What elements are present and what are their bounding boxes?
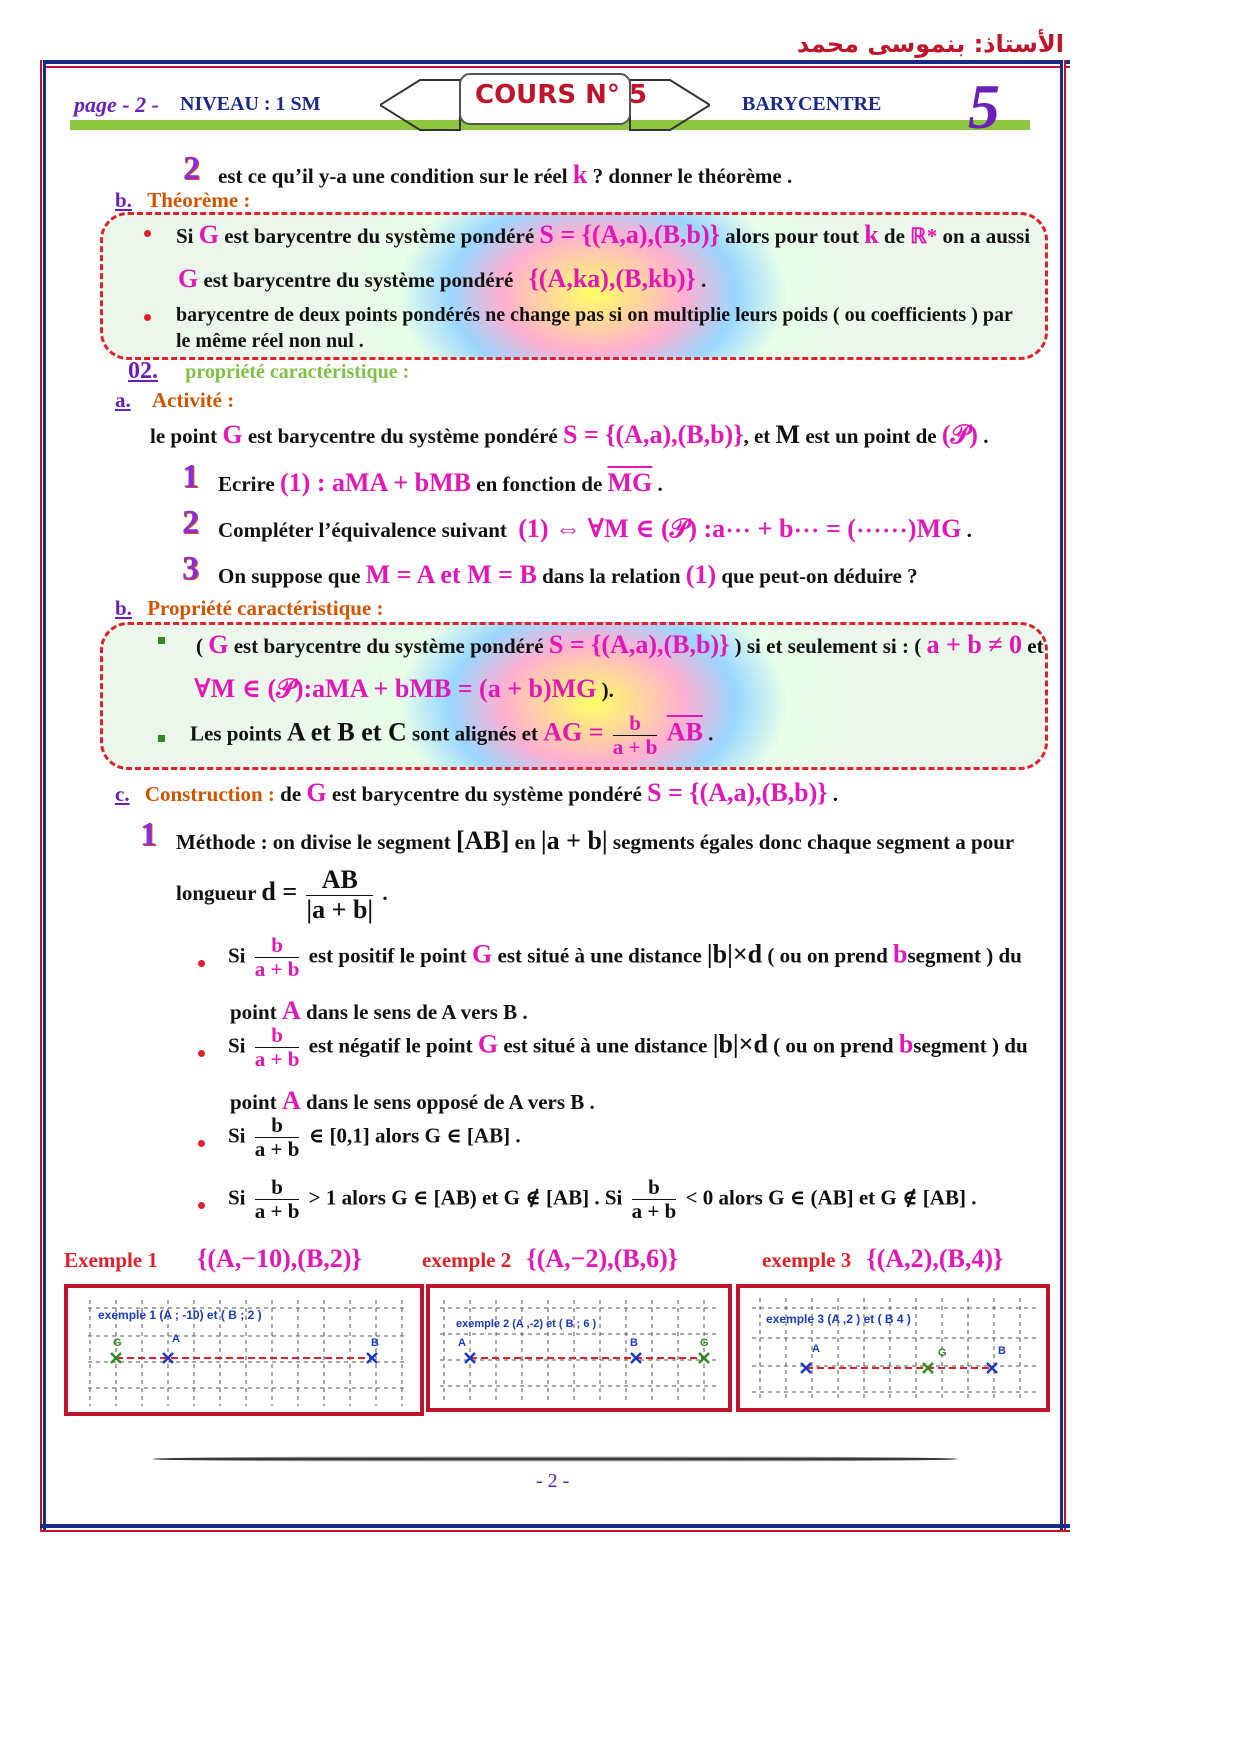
prop-p2-end: . (708, 721, 714, 746)
act-intro-P: (𝒫) (941, 420, 978, 449)
example-2-label (422, 1244, 678, 1274)
cons-c4 (228, 1176, 976, 1223)
cons-long-a: longueur (176, 880, 257, 905)
ex1-system: {(A,−10),(B,2)} (197, 1244, 362, 1273)
svg-text:B: B (630, 1337, 638, 1349)
footer-page-number: - 2 - (536, 1470, 570, 1492)
c1-e: segment ) du (907, 943, 1022, 968)
c1-si: Si (228, 943, 246, 968)
c2l2-a: point (230, 1090, 277, 1114)
act-i1-eq: (1) : aMA + bMB (280, 468, 472, 497)
subject-title: BARYCENTRE (742, 93, 882, 115)
cons-a: de (280, 782, 302, 806)
c2-bb: b (898, 1029, 914, 1059)
c3-frac (255, 1114, 300, 1161)
page-label-text: page - 2 - (74, 92, 159, 117)
ex2-point-B (630, 1337, 641, 1363)
prop-p1-line2 (194, 674, 614, 705)
act-intro-c: , et (743, 424, 771, 448)
theoreme-b2-l1: barycentre de deux points pondérés ne change pas si on multiplie leurs poids ( ou coefficients ) par (176, 304, 1013, 326)
example-3-label (762, 1244, 1003, 1274)
act-intro-M: M (775, 420, 801, 449)
svg-text:B: B (371, 1337, 379, 1349)
prop-p1-S: S = {(A,a),(B,b)} (548, 630, 730, 659)
prop-p1-cond: a + b ≠ 0 (926, 630, 1023, 659)
svg-text:A: A (172, 1333, 180, 1345)
cons-m-c: segments égales donc chaque segment a pour (612, 830, 1015, 854)
svg-text:G: G (938, 1347, 947, 1359)
ex3-point-B (987, 1345, 1006, 1373)
ex2-label: exemple 2 (422, 1248, 512, 1272)
construction-heading (115, 778, 838, 808)
t-b1-e: on a aussi (942, 224, 1031, 248)
act-i2-a: Compléter l’équivalence suivant (218, 518, 507, 542)
c2-a: est négatif (308, 1033, 401, 1058)
cons-c2 (228, 1024, 1028, 1071)
cons-b: est barycentre du système pondéré (331, 782, 642, 806)
c1l2-a: point (230, 1000, 277, 1024)
ex1-label: Exemple 1 (64, 1248, 158, 1272)
activite-label: a. (115, 388, 131, 412)
prop-bullet-1 (158, 637, 165, 644)
example-3-grid (740, 1288, 1046, 1408)
act-intro-b: est barycentre du système pondéré (247, 424, 558, 448)
c2-frac (255, 1024, 300, 1071)
activite-title: Activité : (152, 388, 235, 412)
cons-long-d: d = (261, 876, 298, 906)
c1-a: est positif (308, 943, 395, 968)
cons-bullet-4 (198, 1202, 205, 1209)
prop-p1-c: ) si et seulement si : ( (734, 634, 922, 658)
niveau-label: NIVEAU : 1 SM (180, 93, 321, 115)
c2l2-b: dans le sens opposé de A vers B . (305, 1090, 595, 1114)
t-b1-S: S = {(A,a),(B,b)} (539, 220, 720, 249)
c4-frac-2 (632, 1176, 677, 1223)
c4-b: < 0 alors G ∈ (AB] et G ∉ [AB] . (685, 1185, 977, 1210)
q2-text-a: est ce qu’il y-a une condition sur le réel (218, 164, 568, 188)
act-i3-c: que peut-on déduire ? (721, 564, 918, 588)
c4-den: a + b (254, 1199, 300, 1224)
footer-rule (152, 1456, 958, 1462)
cons-method-num: 1 (140, 816, 157, 853)
sec02-num: 02. (128, 358, 158, 384)
cons-m-b: en (514, 830, 536, 854)
c1-den: a + b (254, 957, 300, 982)
example-1-grid (68, 1288, 420, 1412)
c1-d: ( ou on prend (767, 943, 888, 968)
act-i3-num: 3 (182, 550, 199, 587)
header-top-rule-red (40, 66, 1070, 68)
act-i3-b: dans la relation (542, 564, 681, 588)
act-intro-d: est un point de (805, 424, 937, 448)
c3-den: a + b (254, 1137, 300, 1162)
c2-si: Si (228, 1033, 246, 1058)
cons-bullet-1 (198, 960, 205, 967)
act-i3-eq: M = A et M = B (365, 560, 537, 589)
cons-G: G (306, 778, 327, 807)
prop-p1l2-eq: ∀M ∈ (𝒫):aMA + bMB = (a + b)MG (194, 674, 597, 703)
act-i3-a: On suppose que (218, 564, 361, 588)
q2-k: k (572, 160, 588, 189)
act-i1-MG: $\overline{MG}$ (607, 468, 653, 497)
act-intro-end: . (983, 424, 989, 448)
c1l2-b: dans le sens de A vers B . (305, 1000, 528, 1024)
t-b1l2-S: {(A,ka),(B,kb)} (528, 264, 696, 293)
theoreme-bullet-1 (144, 230, 151, 237)
ex3-point-G (923, 1347, 947, 1373)
ex3-system: {(A,2),(B,4)} (866, 1244, 1004, 1273)
cons-long-frac (306, 866, 373, 924)
ex2-point-A (458, 1337, 475, 1363)
c2-dist: |b|×d (712, 1029, 768, 1059)
example-2-grid (430, 1288, 728, 1408)
c1-G: G (472, 939, 493, 969)
theoreme-b2-l2: le même réel non nul . (176, 330, 364, 352)
prop-p1-G: G (208, 630, 229, 659)
prop-p2 (190, 712, 713, 759)
svg-text:G: G (113, 1337, 122, 1349)
theoreme-b1-line2 (178, 264, 706, 294)
cons-S: S = {(A,a),(B,b)} (647, 778, 828, 807)
ex1-caption: exemple 1 (A ; -10) et ( B ; 2 ) (98, 1308, 262, 1322)
svg-text:A: A (812, 1343, 820, 1355)
activite-heading (115, 388, 234, 413)
ex2-caption: exemple 2 (A ,-2) et ( B ; 6 ) (456, 1318, 597, 1330)
c1-bb: b (893, 939, 908, 969)
t-b1l2-G: G (178, 264, 199, 293)
q2-number: 2 (183, 150, 200, 187)
act-i2-end: . (966, 518, 972, 542)
bottom-border-red (40, 1530, 1070, 1532)
right-border (1060, 60, 1066, 1530)
c4-a: > 1 alors G ∈ [AB) et G ∉ [AB] . Si (308, 1185, 623, 1210)
t-b1-b: est barycentre du système pondéré (224, 224, 535, 248)
c4-frac (255, 1176, 300, 1223)
cons-longueur (176, 866, 388, 924)
theoreme-bullet-2 (144, 314, 151, 321)
act-intro-S: S = {(A,a),(B,b)} (562, 420, 744, 449)
t-b1l2-a: est barycentre du système pondéré (203, 268, 514, 292)
theoreme-label: b. (115, 188, 132, 212)
svg-text:G: G (700, 1337, 709, 1349)
prop-p1-b: est barycentre du système pondéré (233, 634, 544, 658)
prop-p2-b: sont alignés et (411, 721, 538, 746)
t-b1-d: de (883, 224, 905, 248)
q2-text-b: ? donner le théorème . (592, 164, 793, 188)
prop-p2-num: b (613, 712, 658, 736)
act-i2-num: 2 (182, 504, 199, 541)
c2-den: a + b (254, 1047, 300, 1072)
cons-method (176, 826, 1014, 856)
act-i1-num: 1 (182, 458, 199, 495)
cons-m-seg: [AB] (455, 826, 510, 855)
q2-line (218, 160, 792, 190)
ex3-label: exemple 3 (762, 1248, 852, 1272)
author-name: الأستاذ: بنموسى محمد (796, 30, 1064, 58)
c1l2-A: A (281, 996, 301, 1025)
prop-p2-AB: $\overline{AB}$ (666, 717, 703, 747)
c1-num: b (255, 934, 300, 958)
c2-num: b (255, 1024, 300, 1048)
prop-p2-den: a + b (612, 735, 658, 760)
cons-c2-line2 (230, 1086, 595, 1116)
ex3-caption: exemple 3 (A ,2 ) et ( B 4 ) (766, 1312, 911, 1326)
cons-c1-line2 (230, 996, 528, 1026)
activite-intro (150, 420, 988, 451)
t-b1l2-end: . (701, 268, 707, 292)
cons-m-abs: |a + b| (540, 826, 608, 855)
prop-p2-pts: A et B et C (286, 717, 407, 747)
sec02-title: propriété caractéristique : (185, 361, 410, 383)
cours-title: COURS N° 5 (475, 80, 647, 110)
act-i2-eq: (1) ⇔ ∀M ∈ (𝒫) :a⋯ + b⋯ = (⋯⋯)MG (518, 514, 962, 543)
prop-title: Propriété caractéristique : (147, 596, 384, 620)
cons-m-a: Méthode : on divise le segment (176, 830, 451, 854)
c2-c: est situé à une distance (503, 1033, 708, 1058)
left-border (40, 60, 46, 1530)
ex2-system: {(A,−2),(B,6)} (526, 1244, 679, 1273)
example-1-label (64, 1244, 362, 1274)
c1-frac (255, 934, 300, 981)
c1-b: le point (399, 943, 467, 968)
c1-dist: |b|×d (706, 939, 763, 969)
cons-c1 (228, 934, 1022, 981)
prop-p2-a: Les points (190, 721, 282, 746)
logo-five: 5 (968, 71, 1000, 142)
act-i1 (218, 468, 663, 498)
act-i1-b: en fonction de (476, 472, 603, 496)
act-i1-end: . (657, 472, 663, 496)
example-2-figure (426, 1284, 732, 1412)
theoreme-heading (115, 188, 250, 213)
svg-text:A: A (458, 1337, 466, 1349)
example-3-figure (736, 1284, 1050, 1412)
c2l2-A: A (281, 1086, 301, 1115)
prop-p1 (196, 630, 1044, 660)
act-intro-a: le point (150, 424, 218, 448)
act-i3-one: (1) (685, 560, 717, 589)
c4-den2: a + b (631, 1199, 677, 1224)
ex1-point-B (367, 1337, 379, 1363)
cons-long-end: . (382, 880, 388, 905)
cons-label: c. (115, 782, 130, 806)
header-top-rule (40, 60, 1070, 64)
bottom-border (40, 1524, 1070, 1528)
c4-si: Si (228, 1185, 246, 1210)
prop-bullet-2 (158, 735, 165, 742)
c2-d: ( ou on prend (773, 1033, 894, 1058)
theoreme-b1 (176, 220, 1030, 250)
t-b1-k: k (864, 220, 879, 249)
cons-c3 (228, 1114, 521, 1161)
act-i3 (218, 560, 918, 590)
svg-text:B: B (998, 1345, 1006, 1357)
cons-bullet-3 (198, 1140, 205, 1147)
act-intro-G: G (222, 420, 243, 449)
c2-b: le point (405, 1033, 473, 1058)
c2-G: G (477, 1029, 499, 1059)
prop-p1l2-end: ). (601, 678, 614, 702)
prop-label: b. (115, 596, 132, 620)
cons-end: . (832, 782, 839, 806)
page-label (74, 92, 159, 118)
t-b1-a: Si (176, 224, 194, 248)
prop-p1-a: ( (196, 634, 203, 658)
t-b1-G: G (198, 220, 219, 249)
t-b1-R: ℝ* (910, 224, 938, 248)
cons-title: Construction : (144, 782, 275, 806)
example-1-figure (64, 1284, 424, 1416)
c4-num: b (255, 1176, 300, 1200)
cons-long-den: |a + b| (306, 894, 374, 924)
c3-num: b (255, 1114, 300, 1138)
prop-p2-AG: AG = (543, 717, 604, 747)
cons-bullet-2 (198, 1050, 205, 1057)
sec02-heading (128, 358, 409, 385)
act-i1-a: Ecrire (218, 472, 275, 496)
prop-p1-d: et (1027, 634, 1044, 658)
theoreme-title: Théorème : (147, 188, 251, 212)
t-b1-c: alors pour tout (725, 224, 859, 248)
prop-p2-frac (613, 712, 658, 759)
cons-long-num: AB (306, 866, 373, 896)
c3-a: ∈ [0,1] alors G ∈ [AB] . (308, 1123, 521, 1148)
c3-si: Si (228, 1123, 246, 1148)
propriete-heading (115, 596, 384, 621)
c2-e: segment ) du (913, 1033, 1028, 1058)
c4-num2: b (632, 1176, 677, 1200)
c1-c: est situé à une distance (497, 943, 702, 968)
act-i2 (218, 514, 972, 545)
